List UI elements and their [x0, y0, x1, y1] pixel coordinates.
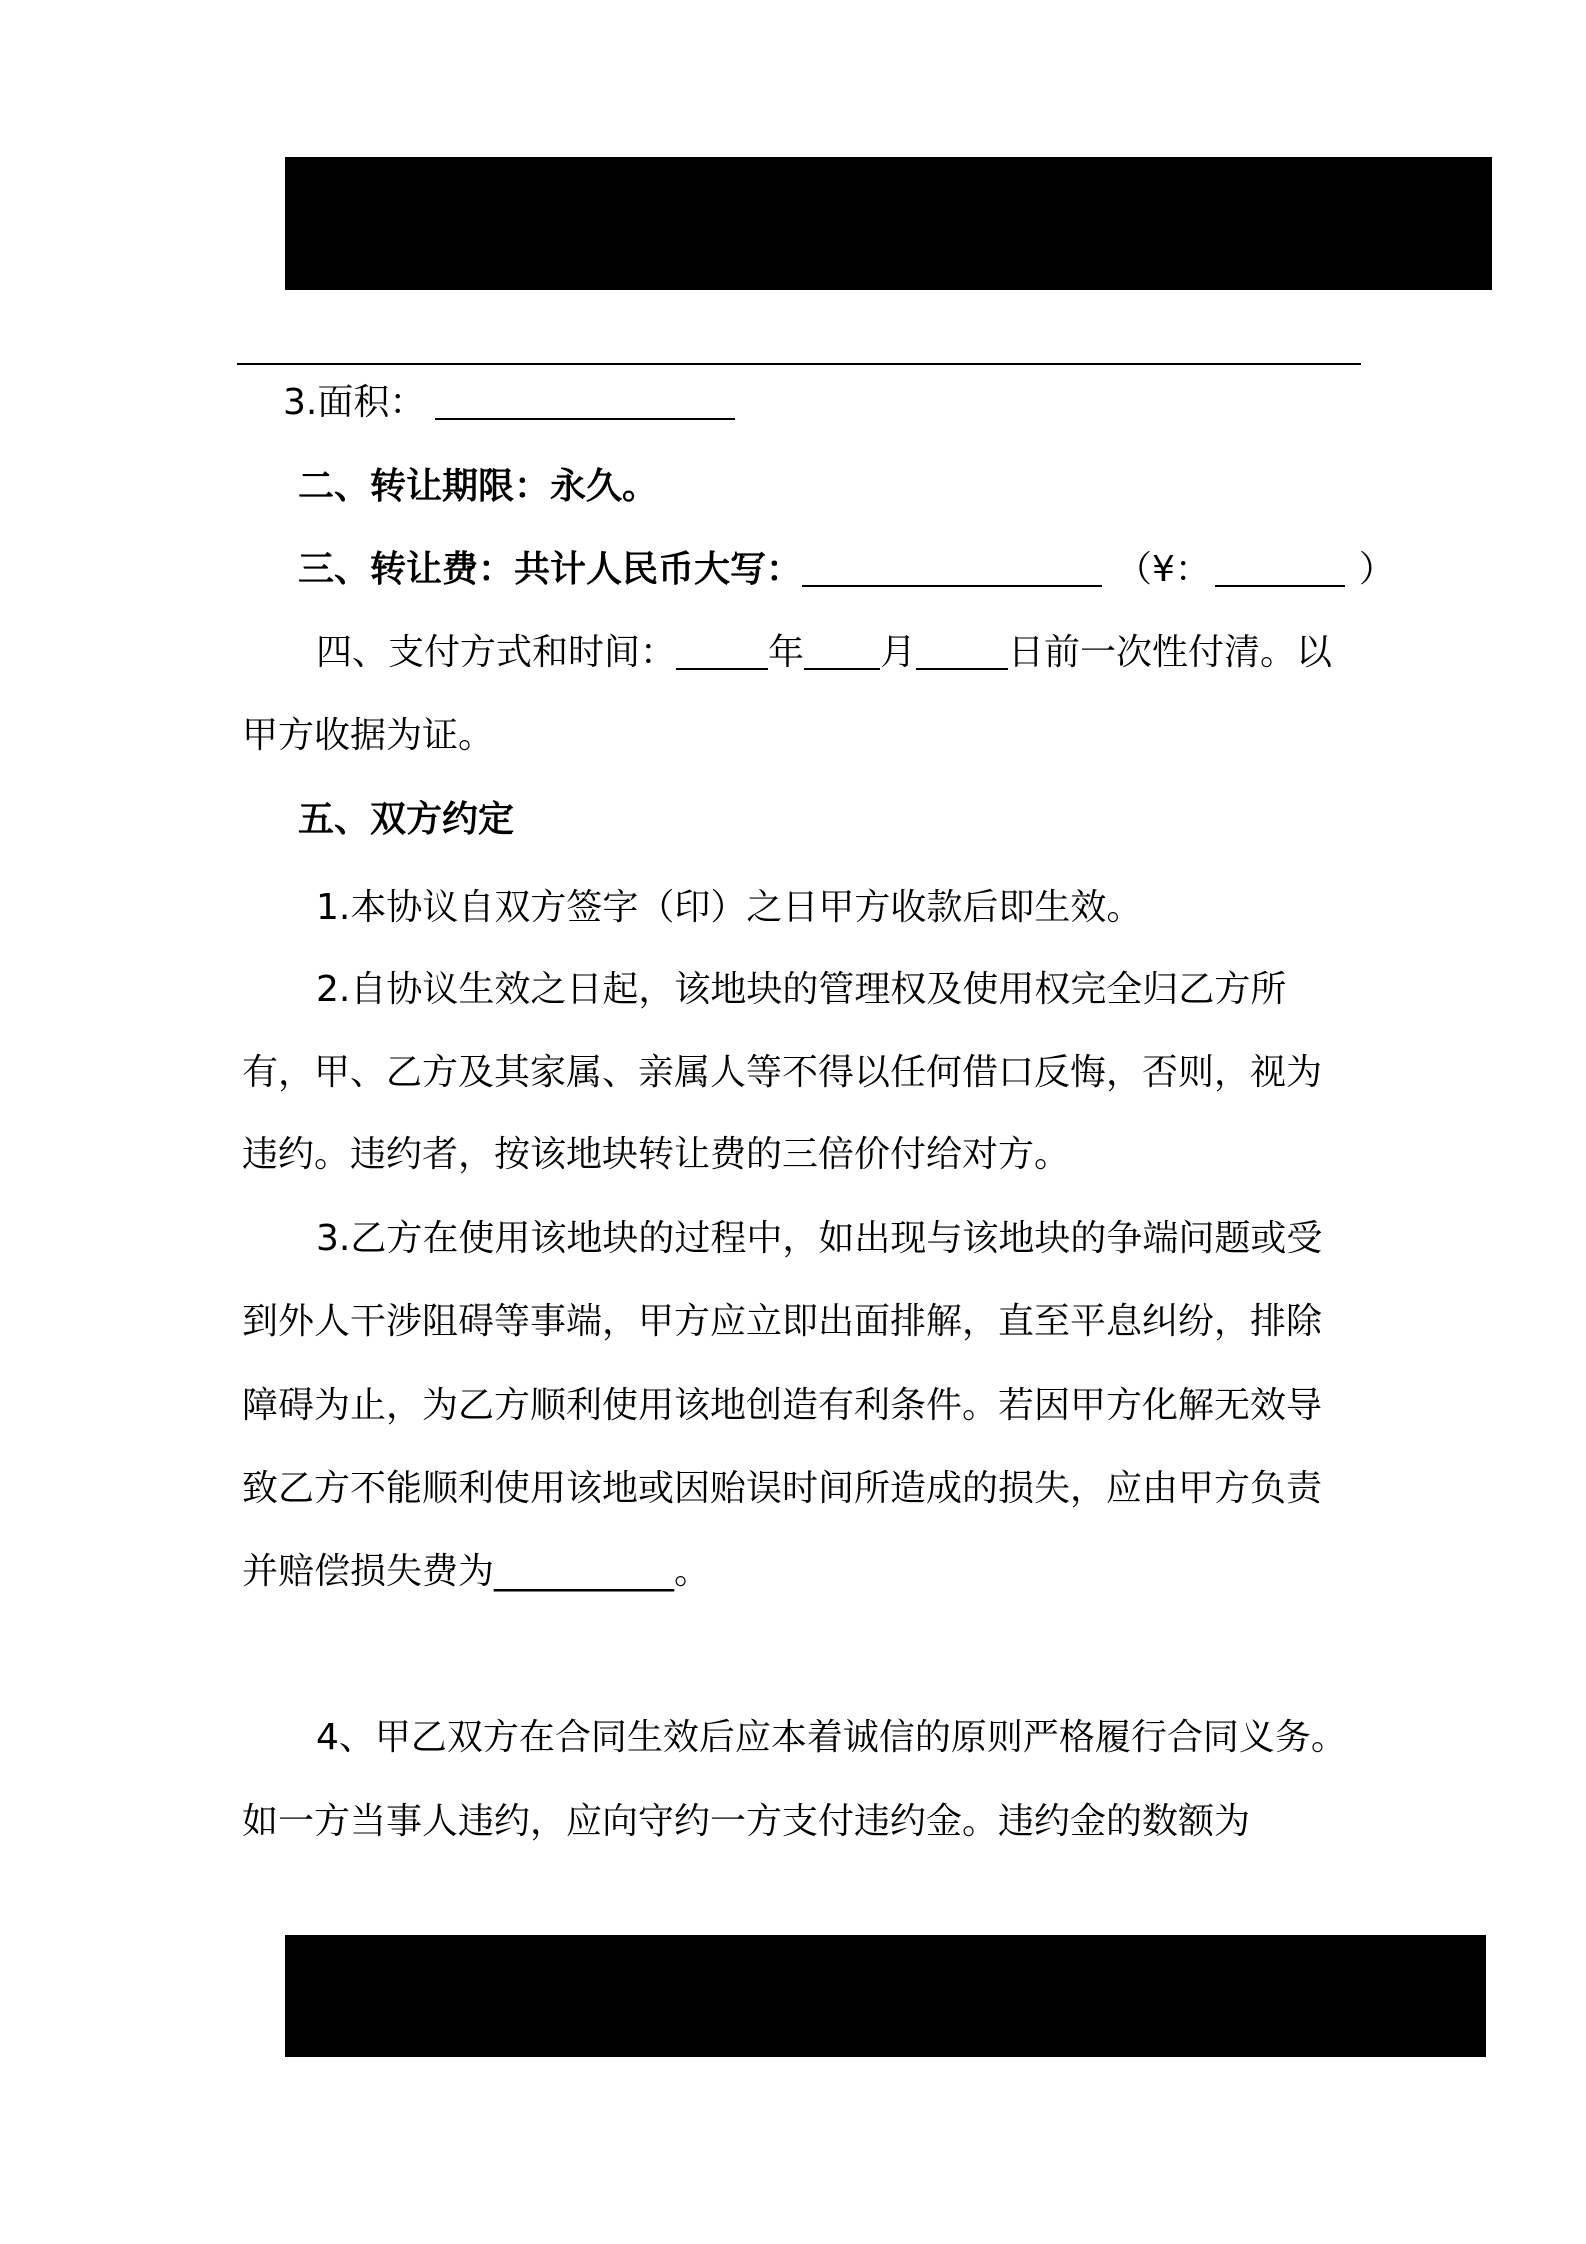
clause2-line2: 有，甲、乙方及其家属、亲属人等不得以任何借口反悔，否则，视为 — [242, 1052, 1323, 1093]
area-label: 3.面积： — [283, 382, 426, 423]
fee-amount-blank — [802, 551, 1102, 587]
payment-line — [316, 633, 1332, 673]
header-rule — [237, 363, 1361, 365]
clause2-line1: 2.自协议生效之日起，该地块的管理权及使用权完全归乙方所 — [316, 969, 1287, 1010]
payment-day-suffix: 日前一次性付清。以 — [1008, 632, 1333, 673]
clause4-line2: 如一方当事人违约，应向守约一方支付违约金。违约金的数额为 — [242, 1801, 1251, 1842]
clause1: 1.本协议自双方签字（印）之日甲方收款后即生效。 — [316, 887, 1143, 928]
redaction-bar-bottom — [285, 1935, 1486, 2057]
fee-line — [298, 550, 1395, 590]
payment-line-2: 甲方收据为证。 — [242, 715, 495, 756]
clause2-line3: 违约。违约者，按该地块转让费的三倍价付给对方。 — [242, 1134, 1071, 1175]
payment-day-blank — [916, 634, 1008, 670]
fee-label: 三、转让费：共计人民币大写： — [298, 549, 803, 590]
payment-year-blank — [676, 634, 768, 670]
clause3-line2: 到外人干涉阻碍等事端，甲方应立即出面排解，直至平息纠纷，排除 — [242, 1301, 1323, 1342]
clause3-line5: 并赔偿损失费为__________。 — [242, 1551, 711, 1592]
fee-yen-close: ） — [1358, 549, 1395, 590]
area-blank — [435, 384, 735, 420]
payment-year: 年 — [768, 632, 805, 673]
clause3-line4: 致乙方不能顺利使用该地或因贻误时间所造成的损失，应由甲方负责 — [242, 1468, 1323, 1509]
payment-prefix: 四、支付方式和时间： — [316, 632, 677, 673]
payment-month: 月 — [880, 632, 917, 673]
payment-month-blank — [804, 634, 880, 670]
fee-yen-blank — [1215, 551, 1345, 587]
fee-yen-open: （¥： — [1116, 549, 1211, 590]
clause3-line3: 障碍为止，为乙方顺利使用该地创造有利条件。若因甲方化解无效导 — [242, 1385, 1323, 1426]
redaction-bar-top — [285, 157, 1492, 290]
section5-heading: 五、双方约定 — [298, 799, 515, 840]
clause3-line1: 3.乙方在使用该地块的过程中，如出现与该地块的争端问题或受 — [316, 1218, 1323, 1259]
clause4-line1: 4、甲乙双方在合同生效后应本着诚信的原则严格履行合同义务。 — [316, 1717, 1347, 1758]
transfer-term: 二、转让期限：永久。 — [298, 466, 659, 507]
area-line — [283, 383, 735, 423]
